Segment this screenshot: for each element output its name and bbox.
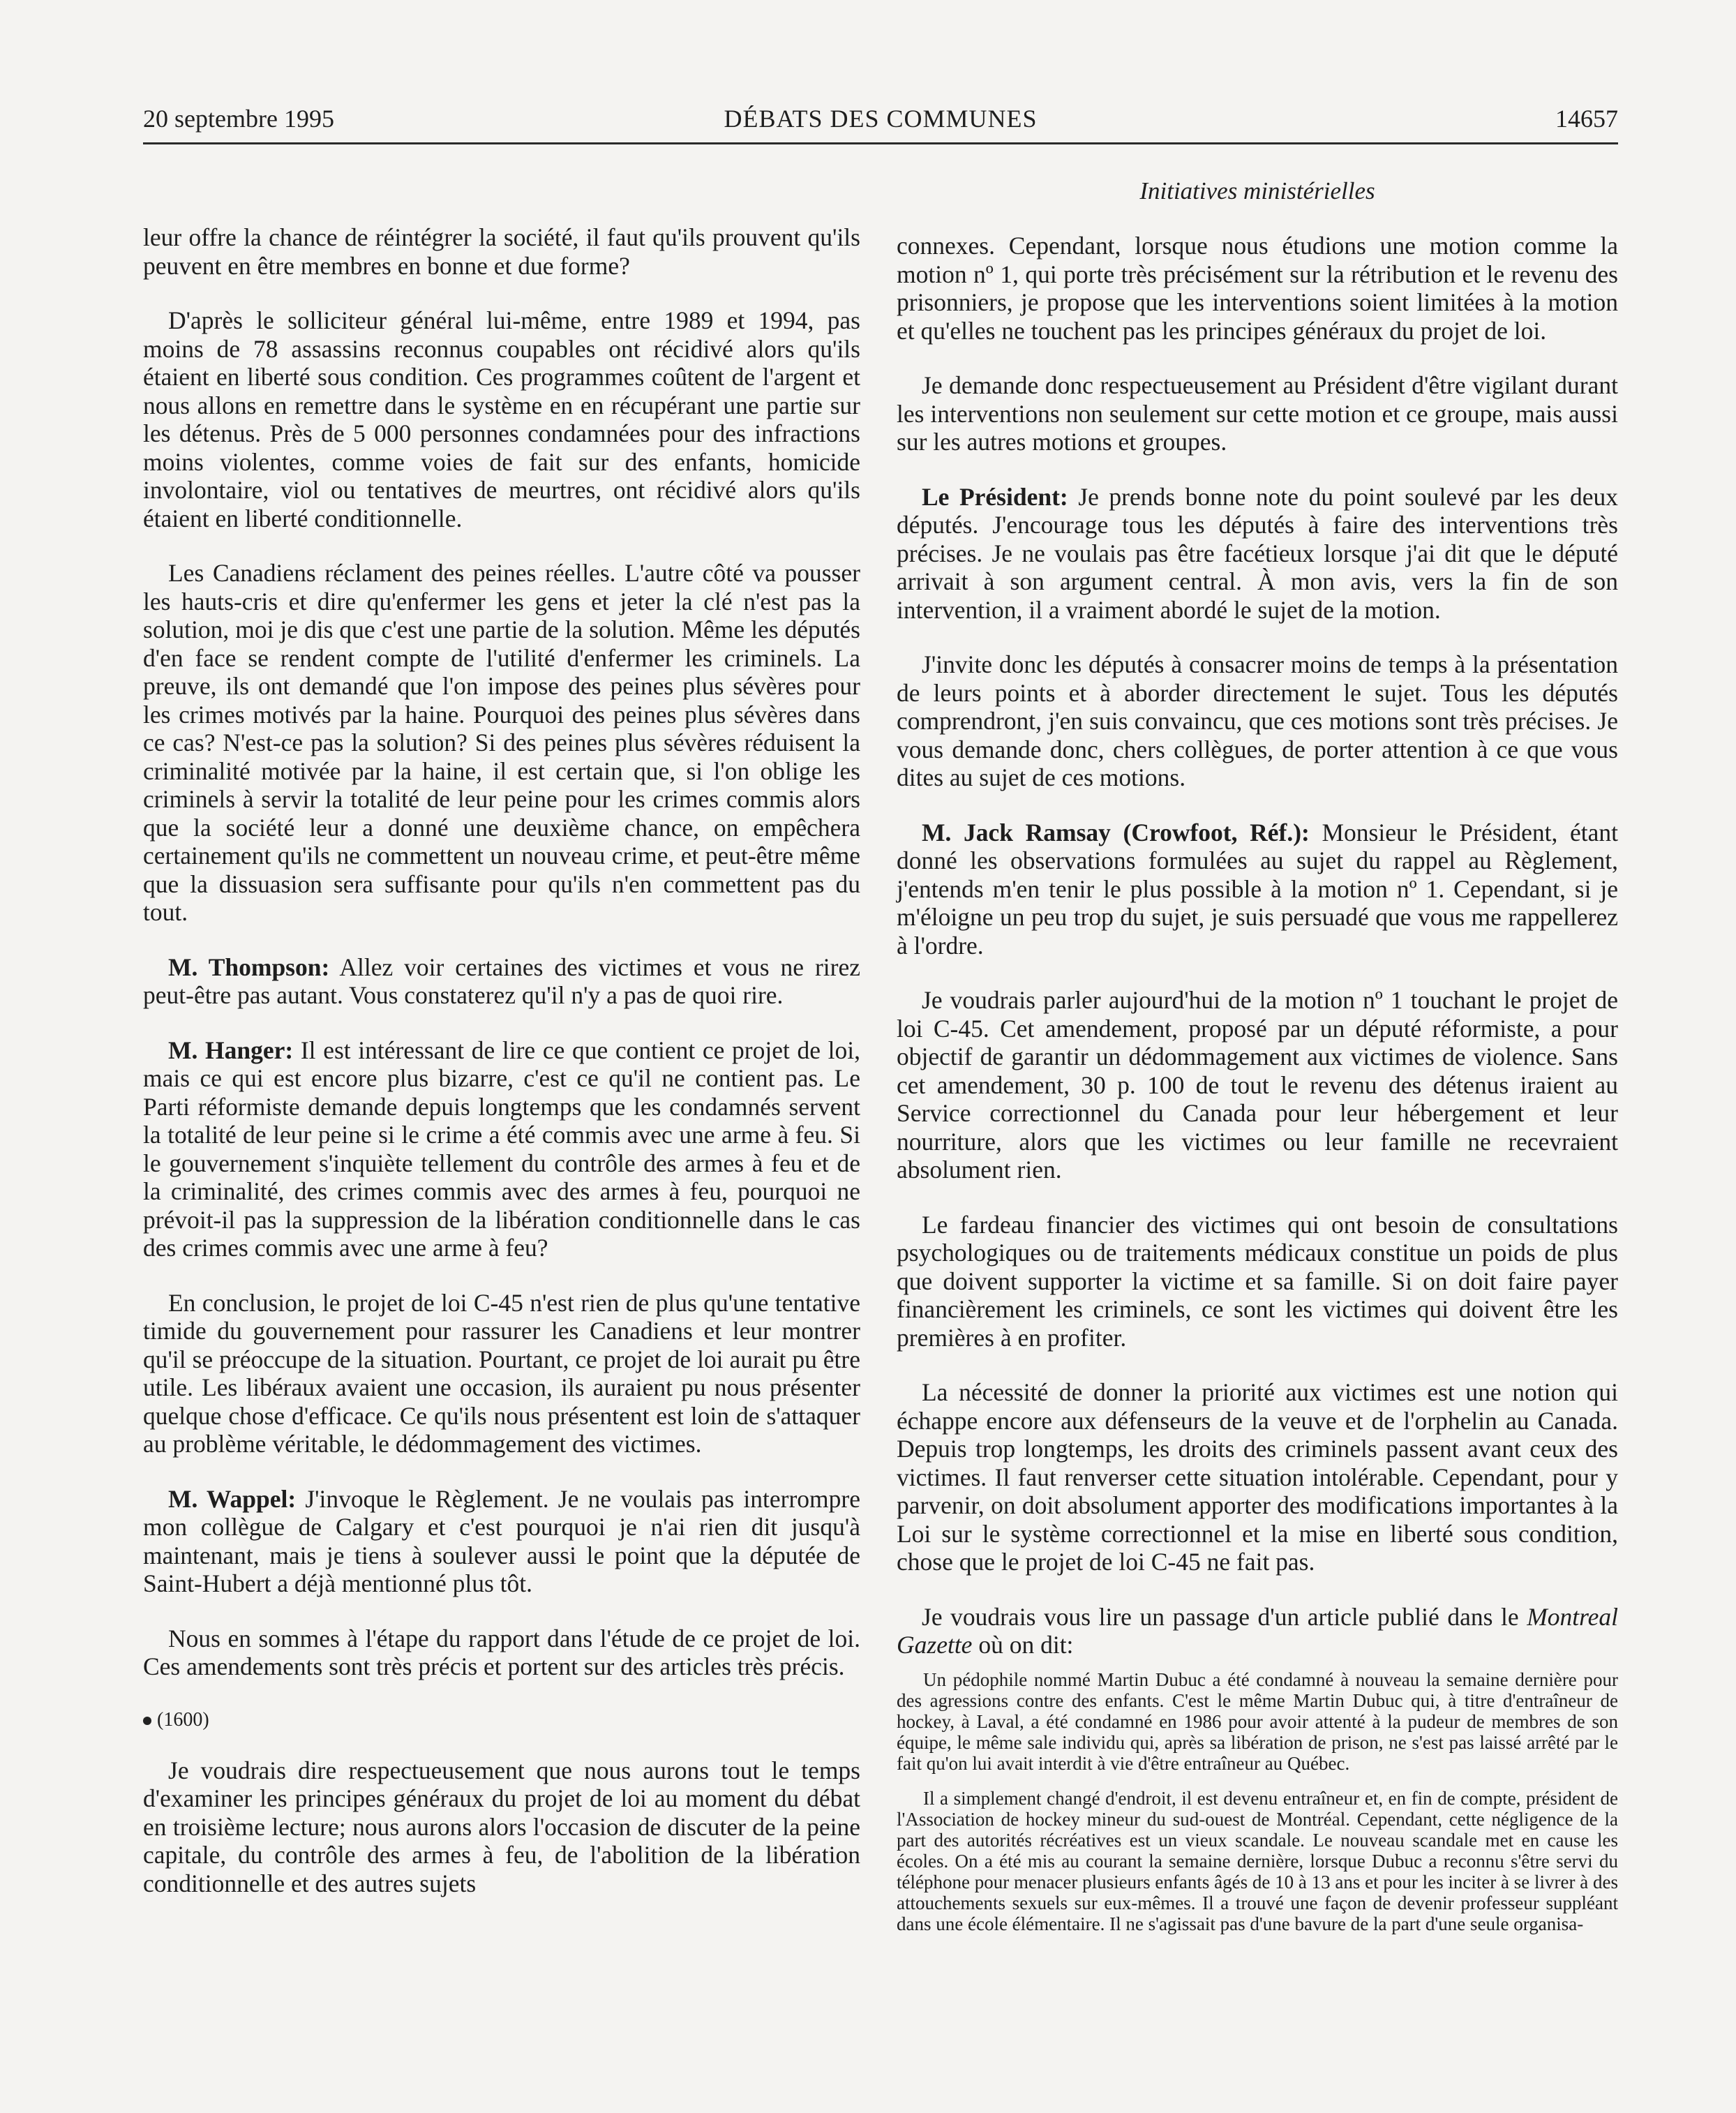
paragraph: J'invite donc les députés à consacrer moins de temps à la présentation de leurs points et à aborder directement le sujet. Tous les députés comprendront, j'en suis convaincu, que ces motions sont très précises. Je vous demande donc, chers collègues, de porter attention à ce que vous dites au sujet de ces motions. [897,650,1618,791]
speaker-name: M. Wappel: [168,1484,297,1513]
header-title: DÉBATS DES COMMUNES [724,105,1038,133]
speech-ramsay [897,819,1618,960]
paragraph: D'après le solliciteur général lui-même, entre 1989 et 1994, pas moins de 78 assassins reconnus coupables ont récidivé alors qu'ils étaient en liberté sous condition. Ces programmes coûtent de l'argent et nous allons en remettre dans le système en en récupérant une partie sur les détenus. Près de 5 000 personnes condamnées pour des infractions moins violentes, comme voies de fait sur des enfants, homicide involontaire, viol ou tentatives de meurtres, ont récidivé alors qu'ils étaient en liberté conditionnelle. [143,306,860,532]
speech-thompson [143,953,860,1010]
paragraph: La nécessité de donner la priorité aux victimes est une notion qui échappe encore aux défenseurs de la veuve et de l'orphelin au Canada. Depuis trop longtemps, les droits des criminels passent avant ceux des victimes. Il faut renverser cette situation intolérable. Cependant, pour y parvenir, on doit absolument apporter des modifications importantes à la Loi sur le système correctionnel et la mise en liberté sous condition, chose que le projet de loi C-45 ne fait pas. [897,1378,1618,1576]
bullet-icon [143,1717,151,1725]
paragraph: Je voudrais dire respectueusement que nous aurons tout le temps d'examiner les principes généraux du projet de loi au moment du débat en troisième lecture; nous aurons alors l'occasion de discuter de la peine capitale, du contrôle des armes à feu, de l'abolition de la libération conditionnelle et des autres sujets [143,1756,860,1897]
paragraph: Je demande donc respectueusement au Président d'être vigilant durant les interventions non seulement sur cette motion et ce groupe, mais aussi sur les autres motions et groupes. [897,371,1618,456]
time-marker [143,1708,860,1733]
page-header [143,103,1618,144]
block-quote: Un pédophile nommé Martin Dubuc a été condamné à nouveau la semaine dernière pour des agressions contre des enfants. C'est le même Martin Dubuc qui, à titre d'entraîneur de hockey, à Laval, a été condamné en 1986 pour avoir attenté à la pudeur de membres de son équipe, le même sale individu qui, après sa libération de prison, ne s'est pas laissé arrêté par le fait qu'on lui avait interdit à vie d'être entraîneur au Québec. [897,1668,1618,1774]
paragraph: connexes. Cependant, lorsque nous étudions une motion comme la motion nº 1, qui porte très précisément sur la rétribution et le revenu des prisonniers, je propose que les interventions soient limitées à la motion et qu'elles ne touchent pas les principes généraux du projet de loi. [897,232,1618,345]
left-column [143,223,860,1924]
paragraph: Le fardeau financier des victimes qui ont besoin de consultations psychologiques ou de traitements médicaux constitue un poids de plus que doivent supporter la victime et sa famille. Si on doit faire payer financièrement les criminels, ce sont les victimes qui doivent être les premières à en profiter. [897,1210,1618,1352]
time-marker-text: (1600) [157,1708,209,1731]
speech-wappel [143,1485,860,1598]
speech-text: J'invoque le Règlement. Je ne voulais pas interrompre mon collègue de Calgary et c'est pourquoi je n'ai rien dit jusqu'à maintenant, mais je tiens à soulever aussi le point que la députée de Saint-Hubert a déjà mentionné plus tôt. [143,1484,860,1597]
paragraph: leur offre la chance de réintégrer la société, il faut qu'ils prouvent qu'ils peuvent en être membres en bonne et due forme? [143,223,860,280]
page-number: 14657 [1555,105,1618,133]
speaker-name: Le Président: [922,482,1068,511]
header-date: 20 septembre 1995 [143,105,334,133]
right-column [897,232,1618,1948]
speech-text: Monsieur le Président, étant donné les observations formulées au sujet du rappel au Règlement, j'entends m'en tenir le plus possible à la motion nº 1. Cependant, si je m'éloigne un peu trop du sujet, je suis persuadé que vous me rappellerez à l'ordre. [897,818,1618,960]
paragraph [897,1603,1618,1659]
speech-text: Il est intéressant de lire ce que contient ce projet de loi, mais ce qui est encore plus bizarre, c'est ce qu'il ne contient pas. Le Parti réformiste demande depuis longtemps que les condamnés servent la totalité de leur peine si le crime a été commis avec une arme à feu. Si le gouvernement s'inquiète tellement du contrôle des armes à feu et de la criminalité, des crimes commis avec des armes à feu, pourquoi ne prévoit-il pas la suppression de la libération conditionnelle dans le cas des crimes commis avec une arme à feu? [143,1036,860,1262]
text-run: où on dit: [972,1631,1074,1659]
speaker-name: M. Jack Ramsay (Crowfoot, Réf.): [922,818,1310,846]
speaker-name: M. Hanger: [168,1036,294,1064]
speech-text: Allez voir certaines des victimes et vous ne rirez peut-être pas autant. Vous constaterez qu'il n'y a pas de quoi rire. [143,953,861,1009]
paragraph: Je voudrais parler aujourd'hui de la motion nº 1 touchant le projet de loi C-45. Cet amendement, proposé par un député réformiste, a pour objectif de garantir un dédommagement aux victimes de violence. Sans cet amendement, 30 p. 100 de tout le revenu des détenus iraient au Service correctionnel du Canada pour leur hébergement et leur nourriture, alors que les victimes ou leur famille ne recevraient absolument rien. [897,986,1618,1184]
speaker-name: M. Thompson: [168,953,330,981]
block-quote: Il a simplement changé d'endroit, il est devenu entraîneur et, en fin de compte, président de l'Association de hockey mineur du sud-ouest de Montréal. Cependant, cette négligence de la part des autorités récréatives est un vieux scandale. Le nouveau scandale met en cause les écoles. On a été mis au courant la semaine dernière, lorsque Dubuc a reconnu s'être servi du téléphone pour menacer plusieurs enfants âgés de 10 à 13 ans et pour les inciter à se livrer à des attouchements sexuels sur eux-mêmes. Il a trouvé une façon de devenir professeur suppléant dans une école élémentaire. Il ne s'agissait pas d'une bavure de la part d'une seule organisa- [897,1787,1618,1934]
section-heading: Initiatives ministérielles [1139,177,1375,204]
text-run: Je voudrais vous lire un passage d'un article publié dans le [922,1602,1527,1631]
speech-text: Je prends bonne note du point soulevé par les deux députés. J'encourage tous les députés à faire des interventions très précises. Je ne voulais pas être facétieux lorsque j'ai dit que le député arrivait à son argument central. À mon avis, vers la fin de son intervention, il a vraiment abordé le sujet de la motion. [897,482,1618,624]
paragraph: Les Canadiens réclament des peines réelles. L'autre côté va pousser les hauts-cris et dire qu'enfermer les gens et jeter la clé n'est pas la solution, moi je dis que c'est une partie de la solution. Même les députés d'en face se rendent compte de l'utilité d'enfermer les criminels. La preuve, ils ont demandé que l'on impose des peines plus sévères pour les crimes motivés par la haine. Pourquoi des peines plus sévères dans ce cas? N'est-ce pas la solution? Si des peines plus sévères réduisent la criminalité motivée par la haine, il est certain que, si l'on oblige les criminels à servir la totalité de leur peine pour les crimes commis alors que la société leur a donné une deuxième chance, on empêchera certainement qu'ils ne commettent un nouveau crime, et peut-être même que la dissuasion sera suffisante pour qu'ils n'en commettent pas du tout. [143,559,860,926]
speech-hanger [143,1036,860,1262]
paragraph: Nous en sommes à l'étape du rapport dans l'étude de ce projet de loi. Ces amendements sont très précis et portent sur des articles très précis. [143,1624,860,1680]
speech-president [897,483,1618,625]
publication-name: Montreal Gazette [897,1602,1618,1659]
paragraph: En conclusion, le projet de loi C-45 n'est rien de plus qu'une tentative timide du gouvernement pour rassurer les Canadiens et leur montrer qu'il se préoccupe de la situation. Pourtant, ce projet de loi aurait pu être utile. Les libéraux avaient une occasion, ils auraient pu nous présenter quelque chose d'efficace. Ce qu'ils nous présentent est loin de s'attaquer au problème véritable, le dédommagement des victimes. [143,1288,860,1458]
